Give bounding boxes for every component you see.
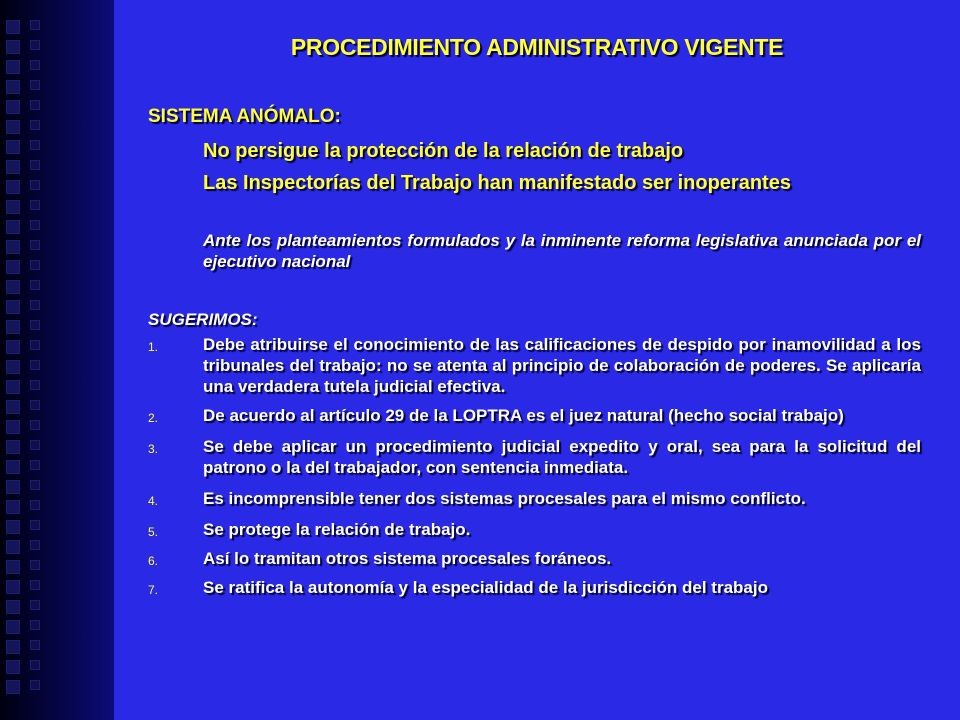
list-item [148, 577, 921, 598]
sistema-anomalo-note: Ante los planteamientos formulados y la inminente reforma legislativa anunciada por el ejecutivo nacional [203, 231, 921, 271]
list-item-number: 5. [148, 525, 159, 539]
list-item-number: 1. [148, 340, 159, 354]
list-item-text: Se protege la relación de trabajo. [203, 520, 471, 539]
section-heading-sistema-anomalo: SISTEMA ANÓMALO: [148, 106, 341, 127]
list-item-text: Es incomprensible tener dos sistemas procesales para el mismo conflicto. [203, 489, 806, 508]
list-item-text: Se debe aplicar un procedimiento judicial expedito y oral, sea para la solicitud del patrono o la del trabajador, con sentencia inmediata. [203, 437, 921, 477]
list-item [148, 548, 921, 569]
list-item [148, 519, 921, 540]
decorative-sidebar [0, 0, 114, 720]
list-item-number: 7. [148, 583, 159, 597]
list-item-number: 3. [148, 442, 159, 456]
list-item-number: 6. [148, 554, 159, 568]
sistema-anomalo-line-2: Las Inspectorías del Trabajo han manifestado ser inoperantes [203, 172, 791, 194]
list-item [148, 436, 921, 478]
sidebar-squares-column [6, 20, 26, 700]
section-heading-sugerimos: SUGERIMOS: [148, 310, 258, 329]
sugerimos-list [148, 334, 921, 598]
list-item [148, 405, 921, 426]
slide-title: PROCEDIMIENTO ADMINISTRATIVO VIGENTE [290, 34, 784, 60]
list-item-number: 2. [148, 411, 159, 425]
list-item [148, 334, 921, 397]
list-item-text: Así lo tramitan otros sistema procesales foráneos. [203, 549, 612, 568]
list-item-text: Se ratifica la autonomía y la especialidad de la jurisdicción del trabajo [203, 578, 768, 597]
list-item-text: De acuerdo al artículo 29 de la LOPTRA es el juez natural (hecho social trabajo) [203, 406, 844, 425]
list-item [148, 488, 921, 509]
sistema-anomalo-line-1: No persigue la protección de la relación de trabajo [203, 140, 684, 162]
sidebar-squares-column-inner [30, 20, 44, 700]
list-item-number: 4. [148, 494, 159, 508]
list-item-text: Debe atribuirse el conocimiento de las calificaciones de despido por inamovilidad a los tribunales del trabajo: no se atenta al principio de colaboración de poderes. Se aplicaría una verdadera tutela judicial efectiva. [203, 335, 921, 396]
